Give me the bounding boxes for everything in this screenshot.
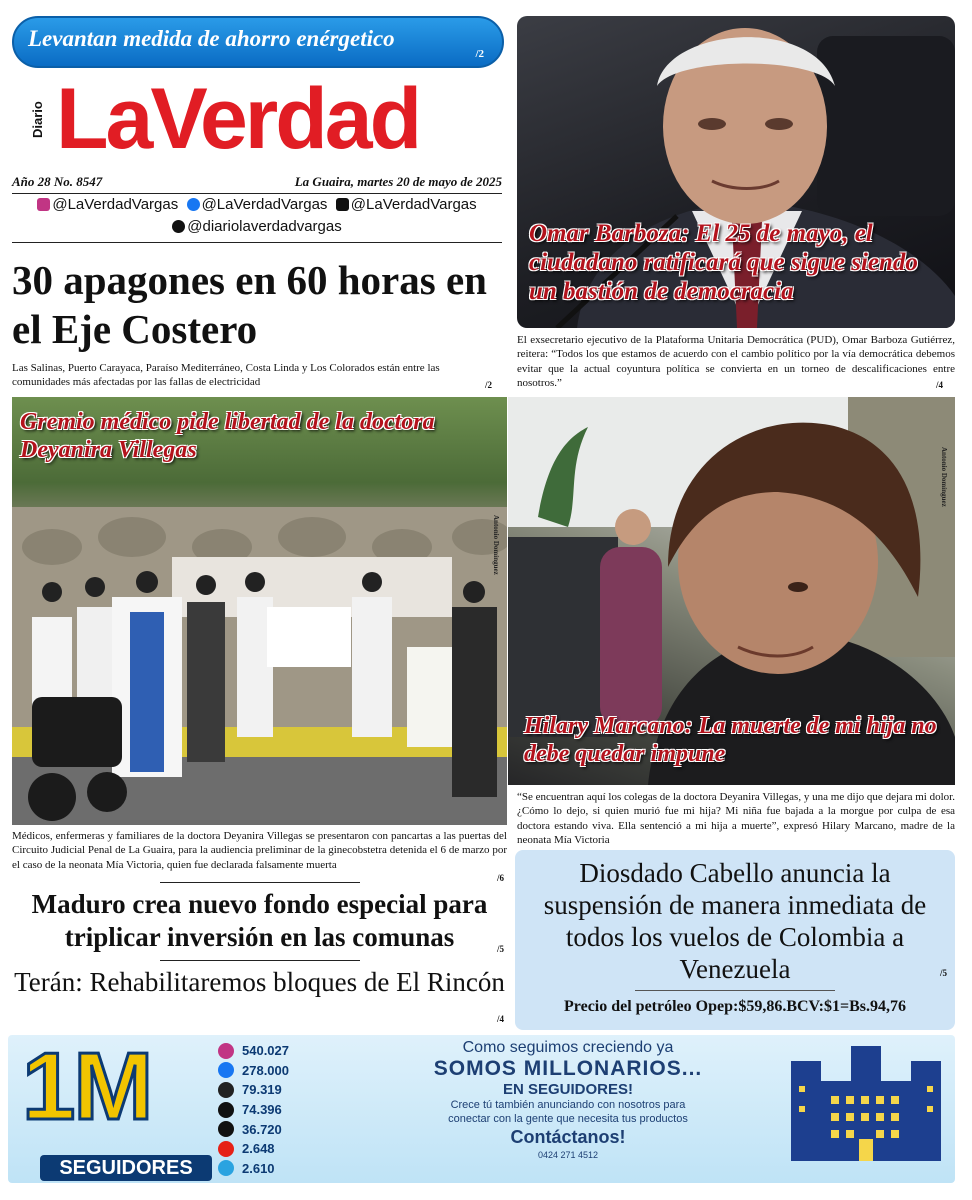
main-headline[interactable]: 30 apagones en 60 horas en el Eje Costero [12,257,487,353]
facebook-icon [218,1062,234,1078]
main-page-ref: /2 [484,379,492,390]
stat-value: 79.319 [242,1082,282,1098]
stat-value: 278.000 [242,1062,289,1078]
telegram-icon [218,1160,234,1176]
medicos-caption-text: Médicos, enfermeras y familiares de la doctora Deyanira Villegas se presentaron con pancartas a las puertas del Circuito Judicial Penal de La Guaira, para la audiencia preliminar de la ginecobstetra detenida el 6 de marzo por el caso de la neonata Mía Victoria, quien fue declarada falsamente muerta [12,830,507,871]
ad-1m-text: 1M [22,1035,152,1140]
newspaper-logo: LaVerdad [56,71,420,167]
tiktok-handle[interactable]: @diariolaverdadvargas [187,218,342,235]
ad-seguidores-label: SEGUIDORES [40,1155,212,1181]
dateline: La Guaira, martes 20 de mayo de 2025 [294,174,502,189]
stat-value: 74.396 [242,1102,282,1118]
youtube-icon [218,1141,234,1157]
stat-value: 540.027 [242,1043,289,1059]
barboza-title: Omar Barboza: El 25 de mayo, el ciudadano ratificará que sigue siendo un bastión de democracia [529,220,918,305]
hilary-photo[interactable] [508,397,955,785]
teran-page-ref: /4 [497,1014,505,1024]
instagram-icon [218,1043,234,1059]
main-summary [12,362,492,391]
ad-line-2: SOMOS MILLONARIOS... [433,1057,703,1080]
stat-row [218,1041,289,1061]
banner-headline: Levantan medida de ahorro enérgetico [28,26,395,51]
divider [12,242,502,243]
masthead-diario: Diario [30,101,45,139]
medicos-caption [12,829,507,872]
main-summary-text: Las Salinas, Puerto Carayaca, Paraíso Mediterráneo, Costa Linda y Los Colorados están entre las comunidades más afectadas por las fallas de electricidad [12,362,440,388]
ad-follower-stats [218,1041,289,1178]
hilary-caption: “Se encuentran aquí los colegas de la doctora Deyanira Villegas, y una me dijo que dejara mi dolor. ¿Cómo lo dejo, si quien murió fue mi hija? Mi niña fue bajada a la morgue por culpa de esa doctora estando viva. Ella sentenció a mi hija a muerte”, expresó Hilary Marcano, madre de la neonata Mía Victoria [517,791,955,846]
hilary-title: Hilary Marcano: La muerte de mi hija no debe quedar impune [524,713,937,767]
social-handles-row-1 [12,196,502,213]
followers-ad-banner[interactable] [8,1035,955,1183]
facebook-handle[interactable]: @LaVerdadVargas [201,196,328,213]
stat-row [218,1159,289,1179]
cabello-page-ref: /5 [939,968,947,978]
divider [160,882,360,883]
tiktok-icon [172,220,185,233]
stat-value: 2.610 [242,1160,275,1176]
ad-line-1: Como seguimos creciendo ya [462,1039,674,1056]
stat-row [218,1061,289,1081]
stat-row [218,1080,289,1100]
maduro-page-ref: /5 [497,944,505,954]
issue-number: Año 28 No. 8547 [12,174,103,189]
stat-value: 36.720 [242,1121,282,1137]
stat-row [218,1119,289,1139]
barboza-page-ref: /4 [935,379,943,390]
oil-price-ticker: Precio del petróleo Opep:$59,86.BCV:$1=Bs.94,76 [564,998,906,1015]
ad-line-3: EN SEGUIDORES! [502,1081,634,1098]
barboza-caption-text: El exsecretario ejecutivo de la Plataforma Unitaria Democrática (PUD), Omar Barboza Gutiérrez, reitera: “Todos los que estamos de acuerdo con el cambio político por la vía democrática debemos evitar que la actual coyuntura política se convierta en un torneo de descalificaciones entre nosotros.” [517,334,955,389]
threads-icon [218,1082,234,1098]
tiktok-icon [218,1121,234,1137]
banner-page-ref: /2 [475,48,484,60]
stat-value: 2.648 [242,1141,275,1157]
ad-copy [348,1039,788,1160]
divider [635,990,835,991]
x-handle[interactable]: @LaVerdadVargas [350,196,477,213]
castle-icon [791,1041,941,1161]
facebook-icon [187,198,200,211]
stat-row [218,1139,289,1159]
ad-contact-cta[interactable]: Contáctanos! [510,1126,626,1147]
medicos-photo-credit: Antonio Domínguez [492,515,500,575]
teran-headline[interactable]: Terán: Rehabilitaremos bloques de El Rincón [14,967,505,997]
instagram-icon [37,198,50,211]
maduro-headline[interactable]: Maduro crea nuevo fondo especial para triplicar inversión en las comunas [31,889,488,952]
medicos-protest-photo[interactable] [12,397,507,825]
issue-line [12,174,502,190]
x-icon [218,1102,234,1118]
ad-line-4: Crece tú también anunciando con nosotros para conectar con la gente que necesita tus productos [448,1099,688,1126]
social-handles-row-2 [12,218,502,235]
cabello-headline: Diosdado Cabello anuncia la suspensión de manera inmediata de todos los vuelos de Colombia a Venezuela [543,858,927,984]
barboza-photo[interactable] [517,16,955,328]
divider [12,193,502,194]
instagram-handle[interactable]: @LaVerdadVargas [52,196,179,213]
stat-row [218,1100,289,1120]
x-icon [336,198,349,211]
ad-phone: 0424 271 4512 [537,1149,599,1160]
cabello-story-box[interactable] [515,850,955,1030]
top-headline-banner[interactable] [12,16,504,68]
divider [160,960,360,961]
medicos-page-ref: /6 [497,873,505,883]
medicos-title: Gremio médico pide libertad de la doctora Deyanira Villegas [20,409,435,463]
hilary-photo-credit: Antonio Domínguez [940,447,948,507]
barboza-caption [517,333,955,390]
